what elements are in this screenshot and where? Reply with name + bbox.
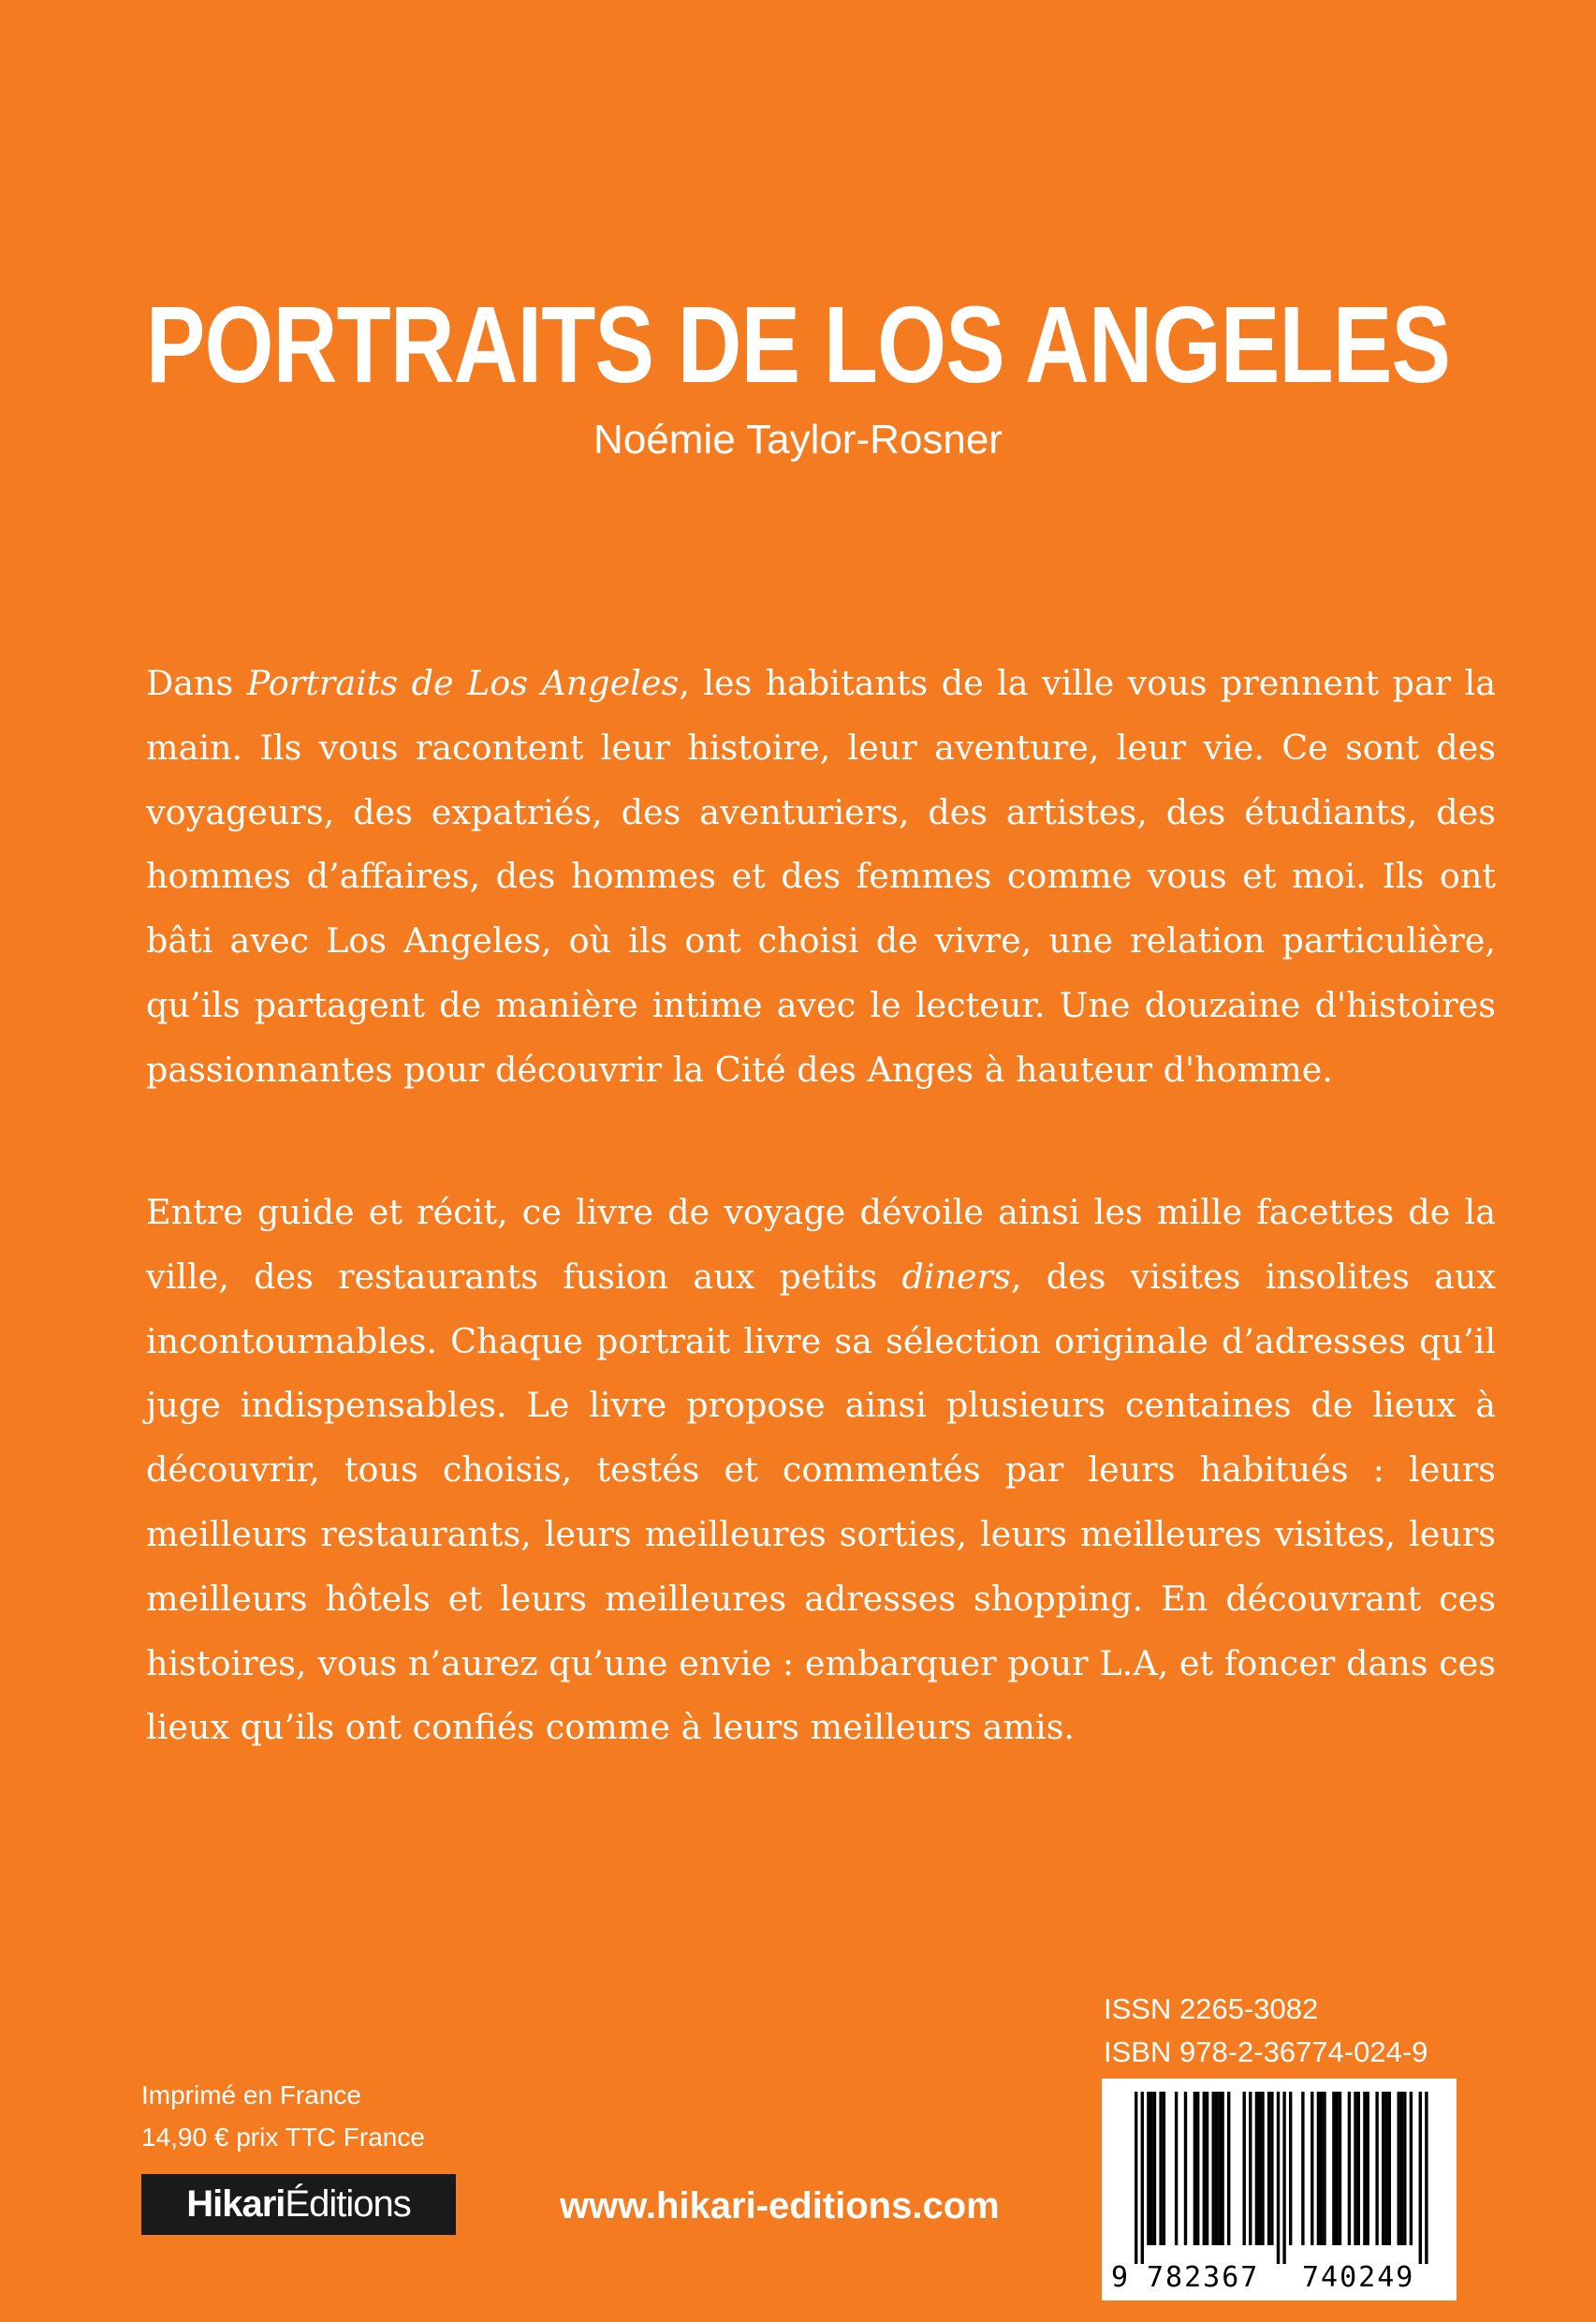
barcode-bar	[1384, 2092, 1387, 2245]
isbn-label: ISBN 978-2-36774-024-9	[1104, 2035, 1428, 2068]
barcode-bar	[1382, 2092, 1384, 2245]
logo-regular-part: Éditions	[285, 2183, 411, 2225]
description-paragraph-2	[146, 1181, 1496, 1760]
barcode-bar	[1203, 2092, 1206, 2245]
barcode-bar	[1243, 2092, 1246, 2245]
barcode-left-digits: 782367	[1147, 2261, 1260, 2294]
barcode-bar	[1388, 2092, 1391, 2245]
barcode-bar	[1403, 2092, 1406, 2245]
publisher-logo	[141, 2174, 456, 2235]
barcode-bar	[1363, 2092, 1366, 2245]
barcode-bar	[1310, 2092, 1313, 2245]
price-label: 14,90 € prix TTC France	[141, 2123, 425, 2152]
barcode-bar	[1348, 2092, 1351, 2245]
p2-diners-italic: diners	[901, 1256, 1011, 1297]
barcode-bar	[1410, 2092, 1413, 2245]
barcode-bar	[1400, 2092, 1403, 2245]
barcode-bar	[1159, 2092, 1162, 2245]
barcode-bar	[1163, 2092, 1165, 2245]
barcode-bar	[1354, 2092, 1356, 2245]
barcode-bar	[1323, 2092, 1325, 2245]
barcode-bar	[1175, 2092, 1178, 2245]
barcode-right-digits: 740249	[1302, 2261, 1415, 2294]
p1-rest: , les habitants de la ville vous prennent par la main. Ils vous racontent leur histoire, leur aventure, leur vie. Ce sont des voyageurs, des expatriés, des aventuriers, des artistes, des étudiants, des hommes d’affaires, des hommes et des femmes comme vous et moi. Ils ont bâti avec Los Angeles, où ils ont choisi de vivre, une relation particulière, qu’ils partagent de manière intime avec le lecteur. Une douzaine d'histoires passionnantes pour découvrir la Cité des Anges à hauteur d'homme.	[146, 663, 1496, 1090]
p2-rest: , des visites insolites aux incontournables. Chaque portrait livre sa sélection originale d’adresses qu’il juge indispensables. Le livre propose ainsi plusieurs centaines de lieux à découvrir, tous choisis, testés et commentés par leurs habitués : leurs meilleurs restaurants, leurs meilleures sorties, leurs meilleures visites, leurs meilleurs hôtels et leurs meilleures adresses shopping. En découvrant ces histoires, vous n’aurez qu’une envie : embarquer pour L.A, et foncer dans ces lieux qu’ils ont confiés comme à leurs meilleurs amis.	[146, 1256, 1496, 1748]
logo-bold-part: Hikari	[186, 2183, 286, 2225]
p1-book-title-italic: Portraits de Los Angeles	[246, 663, 680, 703]
barcode-first-digit: 9	[1111, 2261, 1131, 2294]
barcode-bar	[1398, 2092, 1400, 2245]
barcode-bar	[1289, 2092, 1292, 2245]
barcode-bar	[1196, 2092, 1199, 2245]
barcode-guard-bar	[1425, 2092, 1428, 2264]
barcode-guard-bar	[1419, 2092, 1422, 2264]
barcode-bar	[1206, 2092, 1208, 2245]
barcode-bar	[1212, 2092, 1215, 2245]
barcode-bar	[1150, 2092, 1153, 2245]
description-paragraph-1	[146, 652, 1496, 1103]
barcode-bar	[1320, 2092, 1323, 2245]
barcode-bar	[1153, 2092, 1156, 2245]
barcode-guard-bar	[1282, 2092, 1285, 2264]
author-name: Noémie Taylor-Rosner	[593, 417, 1003, 463]
barcode-bar	[1218, 2092, 1221, 2245]
publisher-website: www.hikari-editions.com	[560, 2185, 1000, 2226]
barcode-bar	[1317, 2092, 1320, 2245]
barcode-bar	[1357, 2092, 1360, 2245]
barcode-guard-bar	[1135, 2092, 1137, 2264]
printed-in-france: Imprimé en France	[141, 2080, 361, 2109]
barcode-bar	[1261, 2092, 1264, 2245]
barcode-bar	[1227, 2092, 1230, 2245]
issn-label: ISSN 2265-3082	[1104, 1992, 1319, 2025]
barcode-bar	[1193, 2092, 1196, 2245]
barcode-bar	[1249, 2092, 1252, 2245]
barcode-bar	[1367, 2092, 1369, 2245]
barcode-bar	[1215, 2092, 1218, 2245]
barcode-bar	[1375, 2092, 1378, 2245]
p1-prefix: Dans	[146, 663, 247, 703]
barcode-bar	[1221, 2092, 1223, 2245]
barcode-bar	[1339, 2092, 1341, 2245]
barcode-bar	[1255, 2092, 1258, 2245]
barcode-guard-bar	[1277, 2092, 1280, 2264]
barcode-bar	[1147, 2092, 1149, 2245]
barcode-guard-bar	[1141, 2092, 1144, 2264]
barcode-bar	[1258, 2092, 1261, 2245]
barcode-bar	[1184, 2092, 1187, 2245]
barcode	[1102, 2079, 1457, 2300]
p2-prefix: Entre guide et récit, ce livre de voyage dévoile ainsi les mille facettes de la ville, des restaurants fusion aux petits	[146, 1192, 1496, 1297]
barcode-bar	[1332, 2092, 1335, 2245]
barcode-bar	[1336, 2092, 1339, 2245]
barcode-bar	[1270, 2092, 1273, 2245]
barcode-bar	[1267, 2092, 1270, 2245]
barcode-bar	[1301, 2092, 1304, 2245]
book-title: PORTRAITS DE LOS ANGELES	[145, 284, 1451, 405]
